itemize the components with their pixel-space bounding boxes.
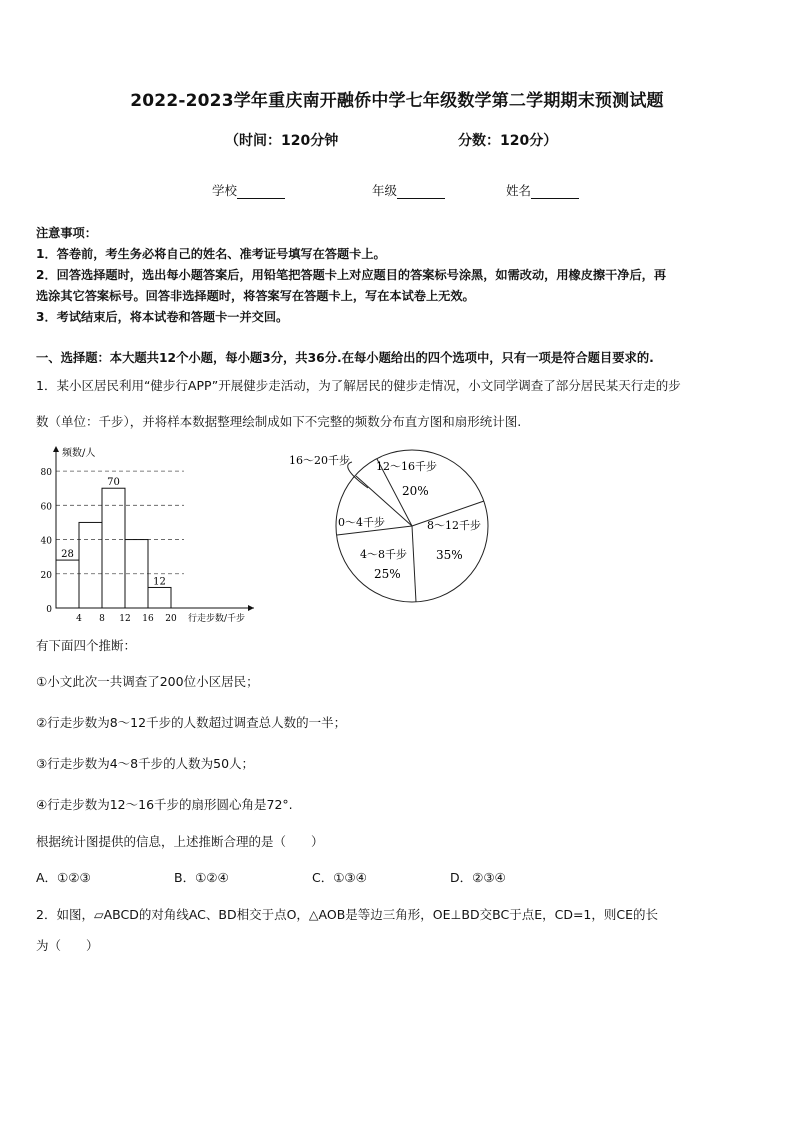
page-title: 2022-2023学年重庆南开融侨中学七年级数学第二学期期末预测试题 xyxy=(130,91,664,111)
y-axis-label: 频数/人 xyxy=(62,448,96,459)
q1-line1: 1．某小区居民利用“健步行APP”开展健步走活动，为了解居民的健步走情况，小文同学调查了部分居民某天行走的步 xyxy=(36,378,681,393)
q1-line2: 数（单位：千步），并将样本数据整理绘制成如下不完整的频数分布直方图和扇形统计图. xyxy=(36,414,522,429)
option-c[interactable]: C．①③④ xyxy=(312,870,367,885)
option-a[interactable]: A．①②③ xyxy=(36,870,91,885)
note-item: 2．回答选择题时，选出每小题答案后，用铅笔把答题卡上对应题目的答案标号涂黑，如需改动，用橡皮擦干净后，再 xyxy=(36,268,667,282)
note-item: 3．考试结束后，将本试卷和答题卡一并交回。 xyxy=(36,310,289,324)
y-tick-label: 80 xyxy=(40,468,52,479)
q1-statement: ①小文此次一共调查了200位小区居民； xyxy=(36,674,259,689)
y-axis-arrow xyxy=(53,446,59,452)
name-field xyxy=(506,181,579,199)
q2-line1: 2．如图，▱ABCD的对角线AC、BD相交于点O，△AOB是等边三角形，OE⊥BD交BC于点E，CD=1，则CE的长 xyxy=(36,907,658,922)
x-tick-label: 8 xyxy=(99,614,105,624)
exam-score: 分数：120分） xyxy=(458,133,558,149)
grade-label: 年级 xyxy=(372,183,398,198)
option-d[interactable]: D．②③④ xyxy=(450,870,506,885)
option-b[interactable]: B．①②④ xyxy=(174,870,229,885)
q2-line2: 为（ ） xyxy=(36,938,99,953)
bar-data-label: 28 xyxy=(61,549,74,561)
x-tick-label: 20 xyxy=(165,614,177,624)
q1-question: 根据统计图提供的信息，上述推断合理的是（ ） xyxy=(36,834,324,849)
histogram-bar xyxy=(79,522,102,608)
x-tick-label: 16 xyxy=(142,614,154,624)
pie-chart xyxy=(284,448,500,608)
notes-block xyxy=(36,223,760,328)
pie-pct-8-12: 35% xyxy=(436,548,463,562)
pie-label-16-20: 16～20千步 xyxy=(289,454,350,467)
x-tick-label: 4 xyxy=(76,614,82,624)
bar-data-label: 12 xyxy=(153,576,166,588)
pie-label-8-12: 8～12千步 xyxy=(427,519,481,532)
name-label: 姓名 xyxy=(506,183,532,198)
grade-blank xyxy=(397,186,445,199)
x-tick-label: 12 xyxy=(119,614,131,624)
school-field xyxy=(212,181,285,199)
pie-pct-12-16: 20% xyxy=(402,484,429,498)
y-tick-label: 60 xyxy=(40,502,52,513)
y-tick-label: 20 xyxy=(40,570,52,581)
pie-label-4-8: 4～8千步 xyxy=(360,548,407,561)
q1-after-charts: 有下面四个推断： xyxy=(36,638,137,653)
y-tick-label: 0 xyxy=(46,605,52,615)
pie-label-12-16: 12～16千步 xyxy=(376,460,437,473)
pie-label-0-4: 0～4千步 xyxy=(338,516,385,529)
y-tick-label: 40 xyxy=(40,536,52,547)
notes-heading: 注意事项： xyxy=(36,226,97,240)
histogram-bar xyxy=(102,488,125,608)
q1-statement: ②行走步数为8～12千步的人数超过调查总人数的一半； xyxy=(36,715,347,730)
pie-pct-4-8: 25% xyxy=(374,567,401,581)
q1-statement: ③行走步数为4～8千步的人数为50人； xyxy=(36,756,255,771)
exam-time: （时间：120分钟 xyxy=(225,133,339,149)
histogram-bar xyxy=(56,560,79,608)
grade-field xyxy=(372,181,445,199)
note-item: 1．答卷前，考生务必将自己的姓名、准考证号填写在答题卡上。 xyxy=(36,247,386,261)
q1-statement: ④行走步数为12～16千步的扇形圆心角是72°. xyxy=(36,797,293,812)
note-item: 选涂其它答案标号。回答非选择题时，将答案写在答题卡上，写在本试卷上无效。 xyxy=(36,289,475,303)
bar-data-label: 70 xyxy=(107,477,120,489)
school-label: 学校 xyxy=(212,183,238,198)
histogram-bar xyxy=(148,587,171,608)
school-blank xyxy=(237,186,285,199)
pie-divider xyxy=(412,526,416,602)
x-axis-arrow xyxy=(248,605,254,611)
section-heading: 一、选择题：本大题共12个小题，每小题3分，共36分.在每小题给出的四个选项中，只有一项是符合题目要求的. xyxy=(36,351,654,365)
histogram-chart xyxy=(34,446,270,630)
x-axis-label: 行走步数/千步 xyxy=(188,614,246,624)
name-blank xyxy=(531,186,579,199)
